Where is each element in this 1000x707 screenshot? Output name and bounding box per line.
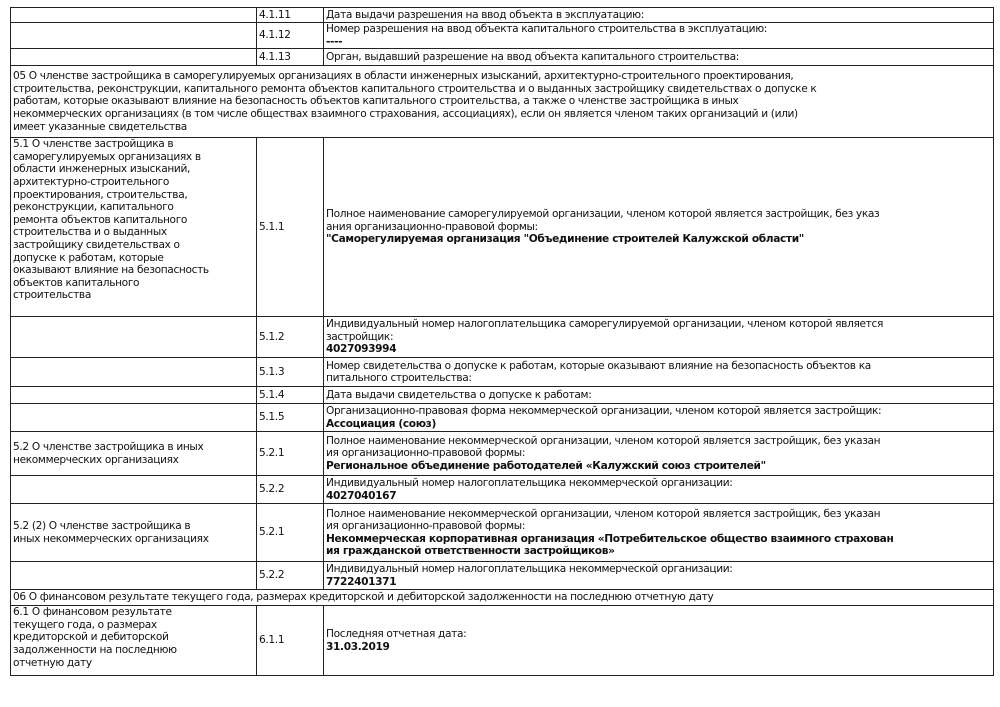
row-group-label: 5.2 О членстве застройщика в иных некоммерческих организациях — [11, 432, 257, 476]
developer-declaration-table — [10, 7, 994, 676]
row-value: "Саморегулируемая организация "Объединение строителей Калужской области" — [326, 233, 804, 246]
table-row — [11, 432, 994, 476]
row-group-label — [11, 562, 257, 590]
row-group-label — [11, 404, 257, 432]
section-row — [11, 66, 994, 138]
row-content — [324, 562, 994, 590]
row-code: 5.1.1 — [257, 138, 324, 317]
row-group-label — [11, 49, 257, 66]
row-description: Номер свидетельства о допуске к работам, которые оказывают влияние на безопасность объектов ка питального строительства: — [326, 359, 871, 385]
table-row — [11, 504, 994, 562]
row-code: 4.1.11 — [257, 8, 324, 23]
section-heading: 06 О финансовом результате текущего года, размерах кредиторской и дебиторской задолженности на последнюю отчетную дату — [11, 590, 994, 606]
section-heading: 05 О членстве застройщика в саморегулируемых организациях в области инженерных изысканий, архитектурно-строительного проектирования, строительства, реконструкции, капитального ремонта объектов капитального строительства и о выданных застройщику свидетельствах о допуске к работам, которые оказывают влияние на безопасность объектов капитального строительства, а также о членстве застройщика в иных некоммерческих организациях (в том числе обществах взаимного страхования, ассоциациях), если он является членом таких организаций и (или) имеет указанные свидетельства — [11, 66, 994, 138]
table-row — [11, 606, 994, 676]
table-row — [11, 138, 994, 317]
row-code: 5.2.1 — [257, 504, 324, 562]
row-group-label — [11, 317, 257, 358]
row-value: Региональное объединение работодателей «Калужский союз строителей" — [326, 459, 766, 472]
row-value: Некоммерческая корпоративная организация «Потребительское общество взаимного страхован ия гражданской ответственности застройщиков» — [326, 532, 894, 558]
row-code: 5.1.2 — [257, 317, 324, 358]
table-row — [11, 23, 994, 49]
table-row — [11, 476, 994, 504]
row-code: 5.1.4 — [257, 387, 324, 404]
row-description: Организационно-правовая форма некоммерческой организации, членом которой является застройщик: — [326, 405, 882, 418]
row-value: 31.03.2019 — [326, 640, 390, 653]
row-content — [324, 387, 994, 404]
row-description: Номер разрешения на ввод объекта капитального строительства в эксплуатацию: — [326, 23, 767, 35]
row-value: 4027093994 — [326, 343, 397, 356]
table-row — [11, 562, 994, 590]
row-content — [324, 358, 994, 387]
table-row — [11, 8, 994, 23]
row-description: Орган, выдавший разрешение на ввод объекта капитального строительства: — [326, 50, 739, 63]
row-description: Дата выдачи свидетельства о допуске к работам: — [326, 388, 592, 401]
row-code: 5.1.3 — [257, 358, 324, 387]
table-row — [11, 404, 994, 432]
row-description: Последняя отчетная дата: — [326, 628, 467, 641]
row-code: 4.1.12 — [257, 23, 324, 49]
row-group-label — [11, 387, 257, 404]
row-description: Дата выдачи разрешения на ввод объекта в эксплуатацию: — [326, 8, 644, 21]
row-group-label: 5.2 (2) О членстве застройщика в иных некоммерческих организациях — [11, 504, 257, 562]
table-row — [11, 387, 994, 404]
row-group-label — [11, 358, 257, 387]
row-content — [324, 138, 994, 317]
row-group-label: 6.1 О финансовом результате текущего года, о размерах кредиторской и дебиторской задолженности на последнюю отчетную дату — [11, 606, 257, 676]
row-description: Индивидуальный номер налогоплательщика некоммерческой организации: — [326, 477, 733, 490]
row-description: Полное наименование саморегулируемой организации, членом которой является застройщик, без указ ания организационно-правовой формы: — [326, 208, 880, 233]
row-content — [324, 476, 994, 504]
table-row — [11, 49, 994, 66]
row-content — [324, 432, 994, 476]
row-code: 5.2.1 — [257, 432, 324, 476]
row-group-label — [11, 8, 257, 23]
row-content — [324, 8, 994, 23]
row-description: Полное наименование некоммерческой организации, членом которой является застройщик, без указан ия организационно-правовой формы: — [326, 507, 881, 533]
row-content — [324, 49, 994, 66]
row-content — [324, 606, 994, 676]
row-description: Полное наименование некоммерческой организации, членом которой является застройщик, без указан ия организационно-правовой формы: — [326, 434, 881, 460]
row-content — [324, 504, 994, 562]
row-content — [324, 317, 994, 358]
row-description: Индивидуальный номер налогоплательщика некоммерческой организации: — [326, 563, 733, 576]
table-row — [11, 358, 994, 387]
row-content — [324, 23, 994, 49]
row-description: Индивидуальный номер налогоплательщика саморегулируемой организации, членом которой является застройщик: — [326, 318, 884, 343]
row-value: Ассоциация (союз) — [326, 417, 436, 430]
row-value: 7722401371 — [326, 575, 397, 588]
section-row — [11, 590, 994, 606]
row-code: 5.2.2 — [257, 476, 324, 504]
table-row — [11, 317, 994, 358]
row-value: ---- — [326, 35, 343, 48]
row-code: 4.1.13 — [257, 49, 324, 66]
row-group-label — [11, 23, 257, 49]
row-group-label: 5.1 О членстве застройщика в саморегулируемых организациях в области инженерных изысканий, архитектурно-строительного проектирования, строительства, реконструкции, капитального ремонта объектов капитального строительства и о выданных застройщику свидетельствах о допуске к работам, которые оказывают влияние на безопасность объектов капитального строительства — [11, 138, 257, 317]
row-value: 4027040167 — [326, 489, 397, 502]
row-code: 5.1.5 — [257, 404, 324, 432]
row-code: 6.1.1 — [257, 606, 324, 676]
row-content — [324, 404, 994, 432]
row-code: 5.2.2 — [257, 562, 324, 590]
row-group-label — [11, 476, 257, 504]
